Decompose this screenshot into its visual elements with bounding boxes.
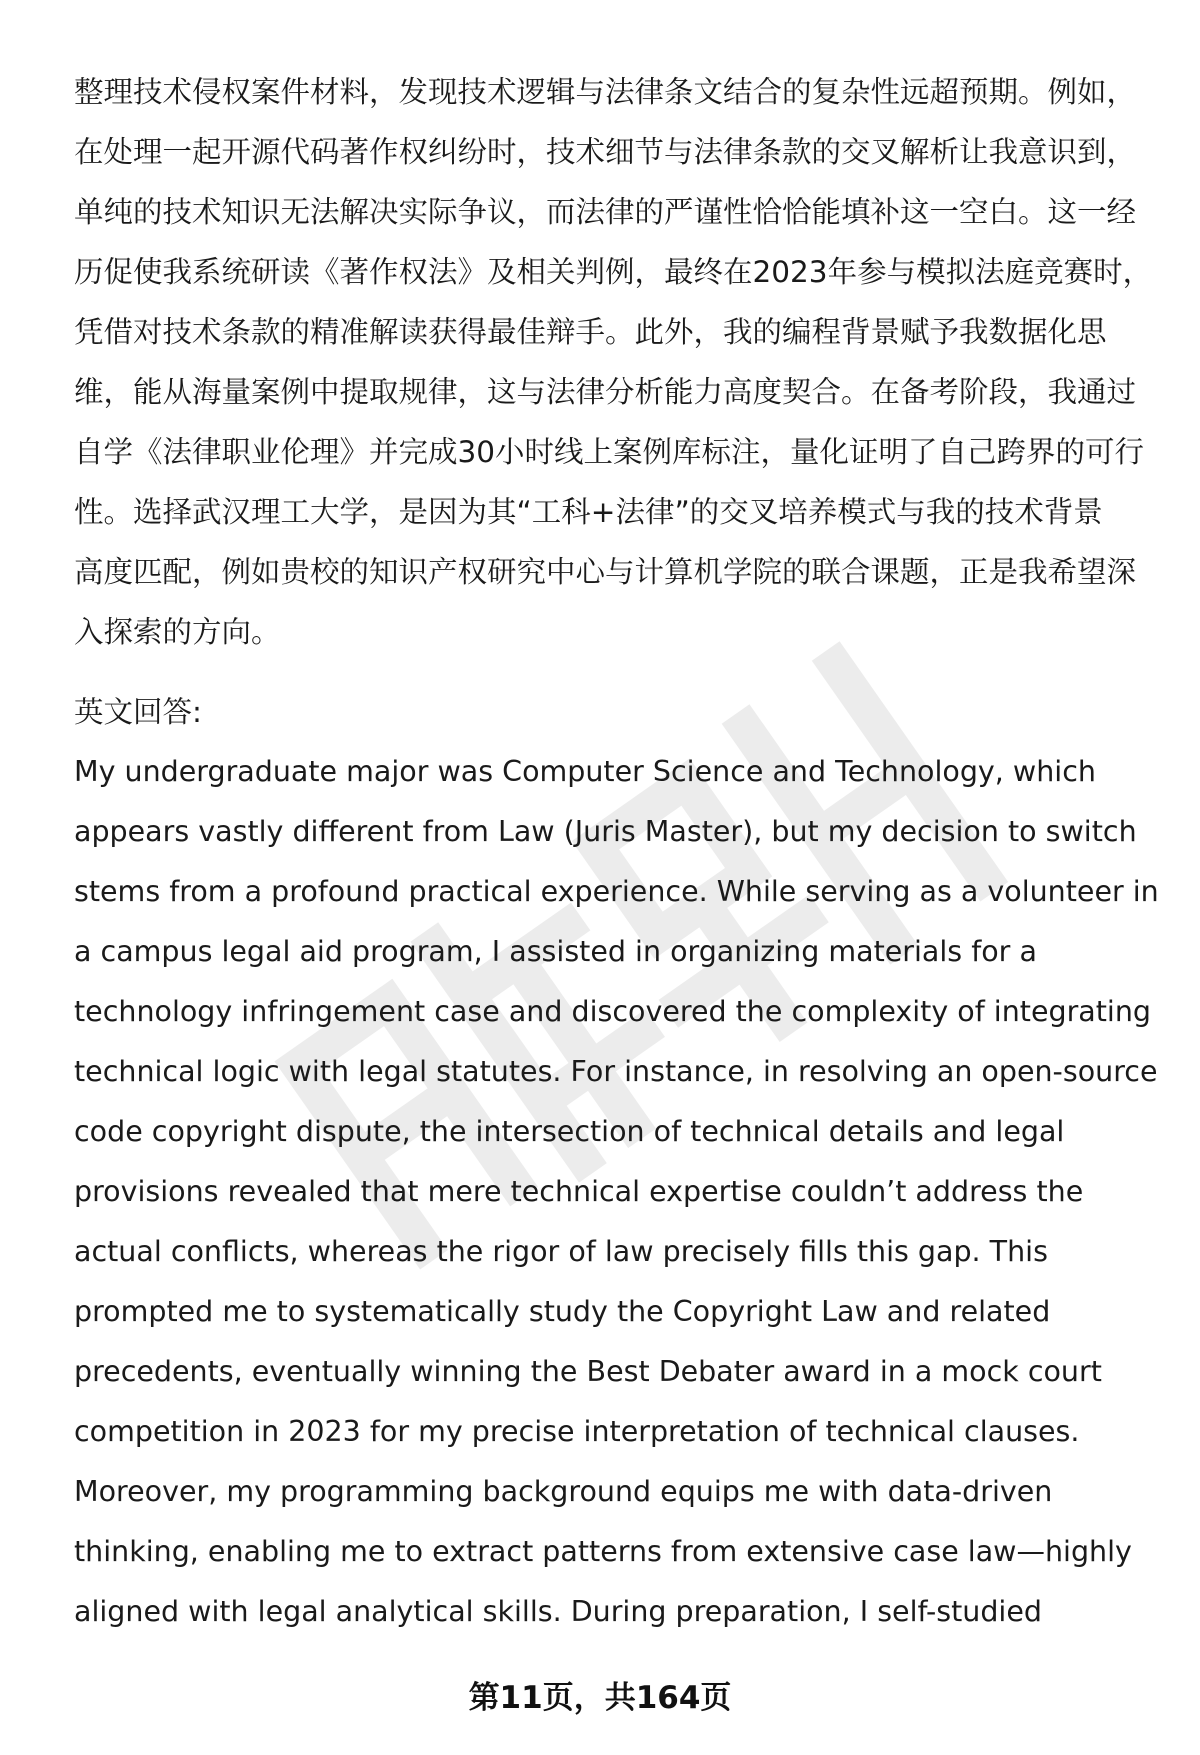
english-line-3: stems from a profound practical experience. While serving as a volunteer in [74, 875, 1159, 908]
english-line-6: technical logic with legal statutes. For instance, in resolving an open-source [74, 1055, 1158, 1088]
english-line-5: technology infringement case and discovered the complexity of integrating [74, 995, 1152, 1028]
english-line-1: My undergraduate major was Computer Science and Technology, which [74, 755, 1096, 788]
chinese-line-4: 历促使我系统研读《著作权法》及相关判例，最终在2023年参与模拟法庭竞赛时， [74, 255, 1153, 289]
english-line-7: code copyright dispute, the intersection of technical details and legal [74, 1115, 1065, 1148]
chinese-line-10: 入探索的方向。 [74, 615, 281, 649]
english-line-8: provisions revealed that mere technical expertise couldn’t address the [74, 1175, 1084, 1208]
chinese-line-6: 维，能从海量案例中提取规律，这与法律分析能力高度契合。在备考阶段，我通过 [74, 375, 1137, 409]
section-spacer [74, 662, 1154, 682]
english-line-9: actual conflicts, whereas the rigor of law precisely fills this gap. This [74, 1235, 1048, 1268]
english-line-10: prompted me to systematically study the Copyright Law and related [74, 1295, 1051, 1328]
chinese-line-3: 单纯的技术知识无法解决实际争议，而法律的严谨性恰恰能填补这一空白。这一经 [74, 195, 1137, 229]
chinese-line-9: 高度匹配，例如贵校的知识产权研究中心与计算机学院的联合课题，正是我希望深 [74, 555, 1137, 589]
english-line-15: aligned with legal analytical skills. During preparation, I self-studied [74, 1595, 1042, 1628]
chinese-line-8: 性。选择武汉理工大学，是因为其“工科+法律”的交叉培养模式与我的技术背景 [74, 495, 1103, 529]
english-line-2: appears vastly different from Law (Juris Master), but my decision to switch [74, 815, 1137, 848]
english-heading: 英文回答: [74, 695, 202, 729]
chinese-line-5: 凭借对技术条款的精准解读获得最佳辩手。此外，我的编程背景赋予我数据化思 [74, 315, 1107, 349]
chinese-line-1: 整理技术侵权案件材料，发现技术逻辑与法律条文结合的复杂性远超预期。例如， [74, 75, 1137, 109]
page-number-footer: 第11页，共164页 [468, 1680, 732, 1716]
chinese-line-2: 在处理一起开源代码著作权纠纷时，技术细节与法律条款的交叉解析让我意识到， [74, 135, 1137, 169]
chinese-line-7: 自学《法律职业伦理》并完成30小时线上案例库标注，量化证明了自己跨界的可行 [74, 435, 1145, 469]
english-line-11: precedents, eventually winning the Best Debater award in a mock court [74, 1355, 1102, 1388]
document-body [74, 62, 1159, 1642]
english-line-13: Moreover, my programming background equips me with data-driven [74, 1475, 1053, 1508]
english-line-4: a campus legal aid program, I assisted in organizing materials for a [74, 935, 1037, 968]
english-line-14: thinking, enabling me to extract patterns from extensive case law—highly [74, 1535, 1132, 1568]
english-line-12: competition in 2023 for my precise interpretation of technical clauses. [74, 1415, 1080, 1448]
